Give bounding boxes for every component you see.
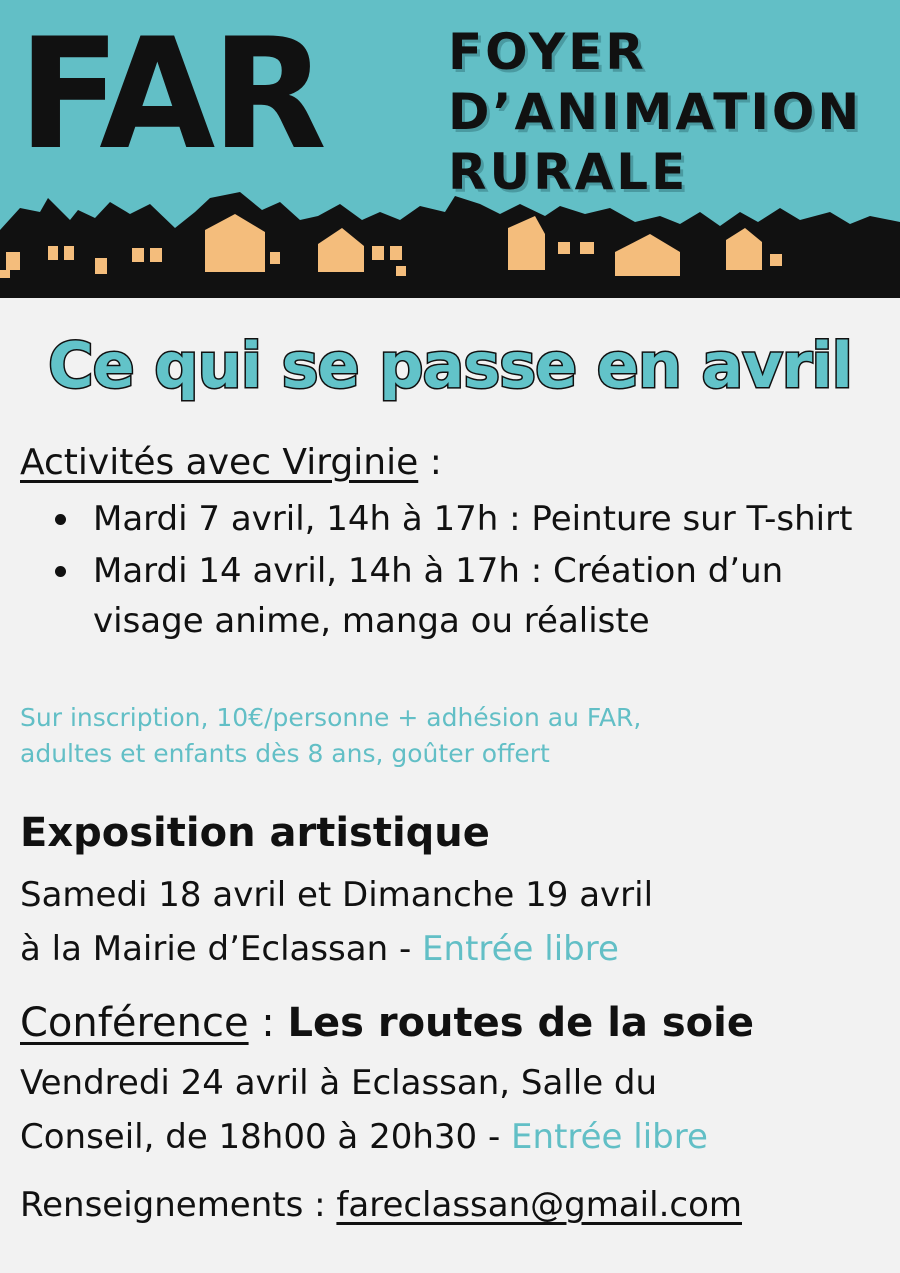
conference-subject: Les routes de la soie	[287, 1000, 754, 1046]
registration-note-line-2: adultes et enfants dès 8 ans, goûter offert	[20, 739, 550, 768]
content-area	[0, 298, 900, 1273]
conference-separator: :	[248, 1000, 288, 1046]
conference-time: Conseil, de 18h00 à 20h30 -	[20, 1117, 512, 1157]
page-title: Ce qui se passe en avril	[48, 329, 852, 402]
activities-heading-text: Activités avec Virginie	[20, 442, 419, 483]
conference-heading	[20, 996, 880, 1050]
contact-line	[20, 1178, 880, 1232]
list-item	[55, 494, 885, 544]
org-name-line-1: FOYER	[448, 23, 647, 81]
contact-label: Renseignements :	[20, 1185, 337, 1225]
village-skyline-illustration	[0, 190, 900, 298]
conference-line-2	[20, 1110, 880, 1164]
registration-note-line-1: Sur inscription, 10€/personne + adhésion au FAR,	[20, 703, 642, 732]
exposition-location: à la Mairie d’Eclassan -	[20, 929, 423, 969]
exposition-dates: Samedi 18 avril et Dimanche 19 avril	[20, 875, 654, 915]
logo-far: FAR	[18, 6, 323, 184]
activities-list	[55, 494, 885, 648]
activity-text: Mardi 14 avril, 14h à 17h : Création d’un visage anime, manga ou réaliste	[93, 551, 784, 641]
bullet-icon	[55, 514, 66, 525]
exposition-location-line	[20, 922, 880, 976]
conference-line-1: Vendredi 24 avril à Eclassan, Salle du	[20, 1063, 658, 1103]
activities-heading	[20, 440, 880, 486]
conference-label: Conférence	[20, 1000, 249, 1046]
bullet-icon	[55, 566, 66, 577]
org-name-line-3: RURALE	[448, 143, 689, 201]
exposition-entry-free: Entrée libre	[422, 929, 619, 969]
conference-entry-free: Entrée libre	[511, 1117, 708, 1157]
header-banner	[0, 0, 900, 298]
conference-details	[20, 1056, 880, 1164]
list-item	[55, 546, 885, 646]
activity-text: Mardi 7 avril, 14h à 17h : Peinture sur T-shirt	[93, 499, 853, 539]
contact-email-link[interactable]: fareclassan@gmail.com	[336, 1185, 742, 1225]
registration-note	[20, 700, 880, 772]
exposition-details	[20, 868, 880, 976]
org-name-line-2: D’ANIMATION	[448, 83, 863, 141]
activities-heading-colon: :	[418, 442, 442, 483]
exposition-heading: Exposition artistique	[20, 810, 490, 856]
organization-name	[448, 22, 862, 202]
